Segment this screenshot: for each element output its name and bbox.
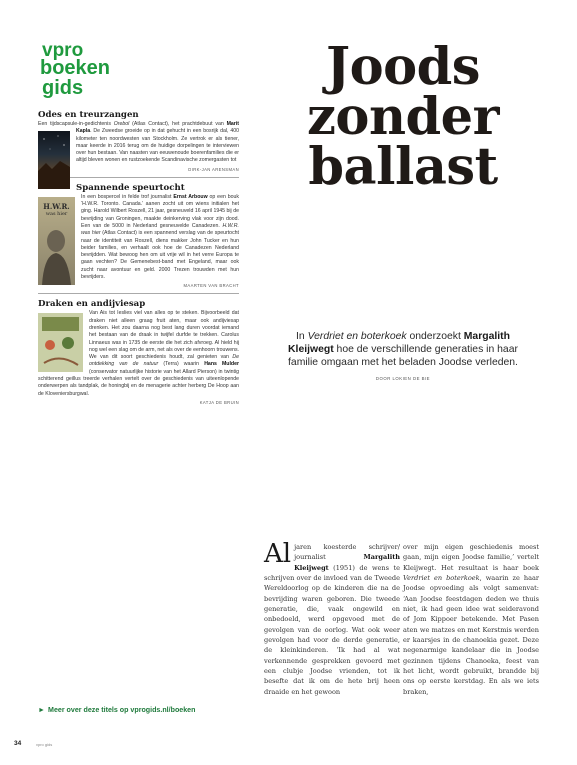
divider: [38, 293, 239, 294]
review-title: Odes en treurzangen: [38, 110, 139, 120]
svg-text:boeken: boeken: [40, 57, 111, 79]
reviews-column: [38, 110, 239, 405]
article-byline: DOOR LOKIEN DE BIE: [375, 376, 431, 381]
body-column-2: over mijn eigen geschiedenis moest gaan, mijn eigen Joodse familie,’ vertelt Kleijwegt. Het resultaat is haar boek Verdriet en boterkoek, waarin ze haar Joodse opvoeding als volgt samenvat: ‘Aan Joodse feestdagen deden we thuis niet, ik had geen idee wat seideravond of Jom Kippoer betekende. Met Pasen aten we matzes en met Kerstmis werden er kaarsjes in de chanoekia gezet. Deze negenarmige kandelaar die in Joodse gezinnen tijdens Chanoeka, feest van het licht, wordt gebruikt, brandde bij ons op eerste kerstdag. En als we iets braken,: [403, 543, 540, 696]
review-speurtocht: [38, 183, 239, 289]
cover-title: H.W.R.: [43, 201, 70, 211]
cover-subtitle: was hier: [45, 210, 68, 217]
svg-text:vpro: vpro: [42, 40, 84, 61]
book-cover-orebol: [38, 131, 70, 189]
drop-cap: Al: [264, 539, 292, 569]
arrow-right-icon: ►: [38, 706, 46, 714]
body-column-1: Al jaren koesterde schrijver/ journalist Margalith Kleijwegt (1951) de wens te schrijven over de invloed van de Tweede Wereldoorlog op de kinderen die na de bevrijding waren geboren. Die tweede generatie, die, vaak ongewild en onbedoeld, werd opgevoed met de gevolgen van de oorlog. Wat ook weer gevolgen had voor de derde generatie, de kleinkinderen. ‘Ik had al wat verkennende gesprekken gevoerd met een clubje Joodse vrienden, tot ik besefte dat ik om de hete brij heen draaide en het gewoon: [264, 539, 400, 696]
review-credit: DIRK-JAN ARENSMAN: [188, 166, 239, 172]
review-text: Een tijdscapsule-in-gedichtenis Orebol (Atlas Contact), het prachtdebuut van Marit Kapla . De Zweedse groeide op in dat gehucht in een bosrijk dal, 400 kilometer ten noordwesten van Stockholm. Ze vertrok er als tiener, maar keerde in 2016 terug om de huidige dorpelingen te interviewen over hun bestaan. Van naasten van eeuwenoude boerenfamilies die er altijd bleven wonen en rustzoekende Scandinavische zomergasten tot: [38, 121, 239, 165]
book-cover-hwr: [38, 197, 75, 285]
footer-logo: vpro gids: [36, 742, 53, 747]
review-credit: MAARTEN VAN BRACHT: [183, 283, 239, 289]
review-title: Draken en andijviesap: [38, 299, 146, 310]
review-text: Van Ais tot Ieslies viel van alles op te steken. Bijvoorbeeld dat draken niet alleen graag fruit aten, maar ook andijviesap drenken. Het zou daarna nog best lang duren voordat iemand het bestaan van de draak in twijfel durfde te trekken. Carolus Linnaeus was in 1735 de eerste die het zich afvroeg. Al hield hij nog wel een slag om de arm, net als over de eenhoorn trouwens. We van dit soort geschiedenis houdt, zal genieten van De ontdekking van de natuur (Terra) waarin Hans Mulder (conservator natuurlijke historie van het Allard Pierson) in twintig schitterend geillus treerde verhalen vertelt over de geschiedenis van uiteenlopende onderwerpen als tandplak, de honingbij en de menagerie achter herberg De Hoop aan de Kloveniersburgwal.: [38, 310, 239, 397]
book-cover-natuur: [38, 313, 83, 372]
more-link[interactable]: ► Meer over deze titels op vprogids.nl/boeken: [38, 706, 196, 714]
vpro-boekengids-logo: [38, 38, 130, 100]
page-number: 34: [14, 740, 22, 747]
svg-text:gids: gids: [42, 77, 84, 99]
review-text: In een bospercel in felde trof journalist Ernst Arbouw H.W.R. was hier op een bouk ‘H.W.R. Toronto. Canada.’ aanen zocht uit om wiens initialen het ging. Harold Wilbert Roszell, 21 jaar, gesneuveld 16 april 1945 bij de bevrijding van Groningen, maakte deinkerving vlak voor zijn dood. Een van de 5000 in Nederland gesneuvelde Canadezen. H.W.R. was hier (Atlas Contact) is een spannend verslag van de speurtocht naar de identiteit van Roszell, diens makker John Tucker en hun beider families, en verhaalt ook hoe de Canadezen Nederland bevrijdden. Wat bewoog hen om uit vrije wil in het verre Europa te gaan vechten? De Gemenebest-band met Engeland, maar ook zucht naar avontuur en geld. 2000 Trezen trouwden met hun bevrijders.: [38, 194, 239, 282]
review-credit: KATJA DE BRUIN: [199, 399, 239, 405]
review-title: Spannende speurtocht: [76, 182, 185, 193]
article-headline: Joods zonder ballast: [306, 37, 500, 197]
review-draken: [38, 299, 239, 405]
article-intro: In Verdriet en boterkoek onderzoekt Margalith Kleijwegt hoe de verschillende generaties in haar familie omgaan met het beladen Joodse verleden.: [288, 331, 518, 369]
review-odes: [38, 110, 239, 172]
